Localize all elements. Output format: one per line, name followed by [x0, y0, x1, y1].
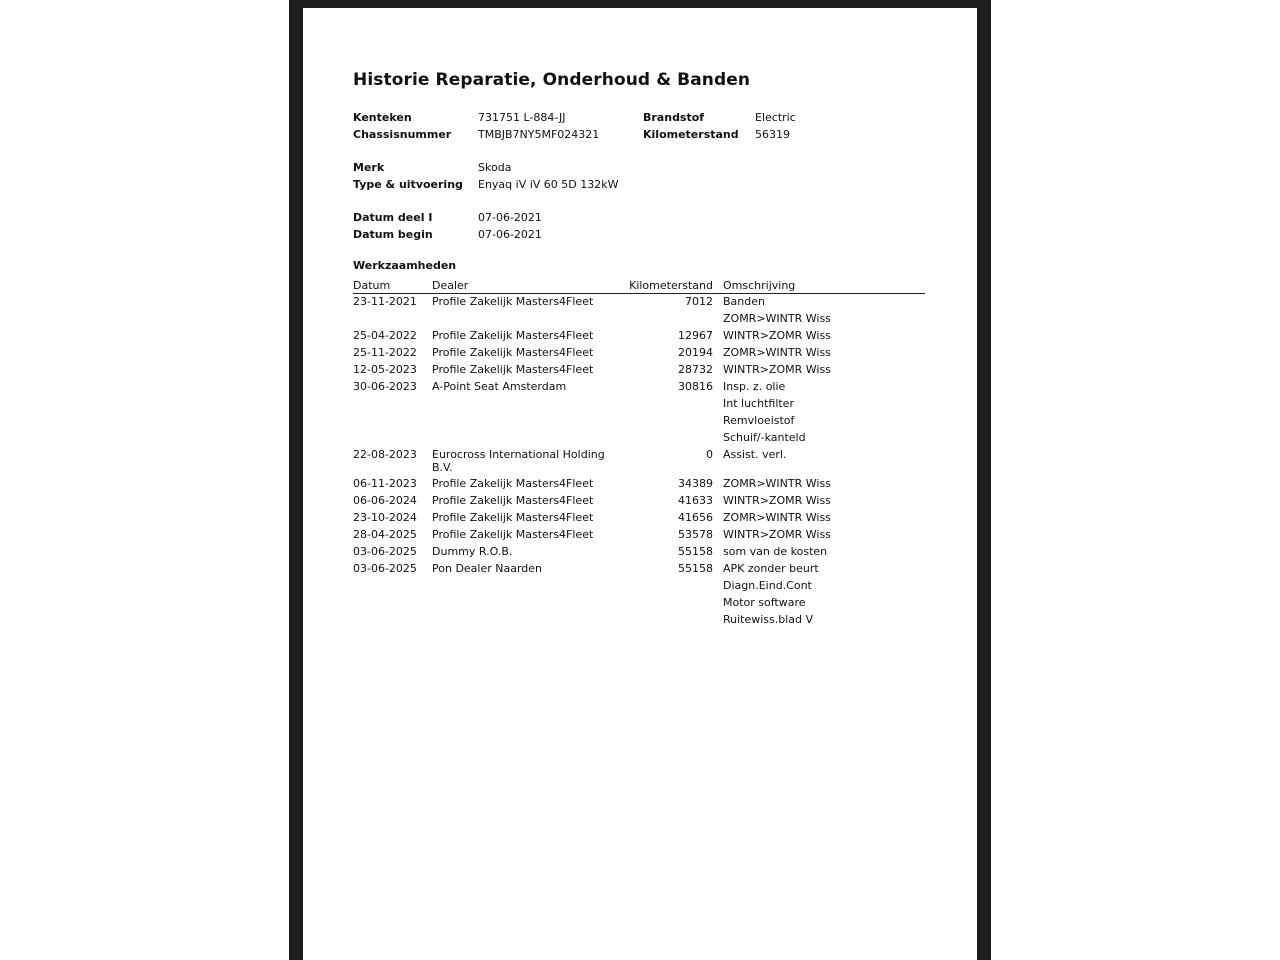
type-label: Type & uitvoering	[353, 178, 463, 191]
kilometerstand-label: Kilometerstand	[643, 128, 739, 141]
cell-kilometerstand: 55158	[678, 562, 713, 575]
cell-omschrijving: WINTR>ZOMR Wiss	[723, 363, 831, 376]
table-row	[353, 447, 925, 476]
brandstof-value: Electric	[755, 111, 796, 124]
table-row	[353, 493, 925, 510]
table-row	[353, 578, 925, 595]
cell-dealer: Pon Dealer Naarden	[432, 562, 543, 575]
cell-omschrijving: Int luchtfilter	[723, 397, 794, 410]
cell-date: 23-10-2024	[353, 511, 417, 524]
header-dealer: Dealer	[432, 279, 469, 292]
cell-omschrijving: ZOMR>WINTR Wiss	[723, 312, 831, 325]
table-header	[353, 278, 925, 294]
kenteken-value: 731751 L-884-JJ	[478, 111, 566, 124]
datum-deel-value: 07-06-2021	[478, 211, 542, 224]
work-table	[353, 278, 925, 629]
kilometerstand-value: 56319	[755, 128, 790, 141]
cell-dealer: Eurocross International Holding B.V.	[432, 448, 605, 474]
cell-omschrijving: Ruitewiss.blad V	[723, 613, 814, 626]
cell-kilometerstand: 30816	[678, 380, 713, 393]
cell-date: 30-06-2023	[353, 380, 417, 393]
cell-date: 06-11-2023	[353, 477, 417, 490]
table-row	[353, 396, 925, 413]
cell-kilometerstand: 34389	[678, 477, 713, 490]
cell-date: 25-11-2022	[353, 346, 417, 359]
brandstof-label: Brandstof	[643, 111, 705, 124]
cell-omschrijving: Assist. verl.	[723, 448, 787, 461]
cell-date: 12-05-2023	[353, 363, 417, 376]
cell-date: 25-04-2022	[353, 329, 417, 342]
cell-date: 28-04-2025	[353, 528, 417, 541]
cell-omschrijving: Remvloeistof	[723, 414, 795, 427]
chassis-value: TMBJB7NY5MF024321	[478, 128, 600, 141]
cell-dealer: Profile Zakelijk Masters4Fleet	[432, 363, 594, 376]
table-row	[353, 413, 925, 430]
cell-kilometerstand: 12967	[678, 329, 713, 342]
cell-dealer: Profile Zakelijk Masters4Fleet	[432, 477, 594, 490]
merk-value: Skoda	[478, 161, 512, 174]
cell-omschrijving: WINTR>ZOMR Wiss	[723, 494, 831, 507]
cell-dealer: Profile Zakelijk Masters4Fleet	[432, 346, 594, 359]
cell-kilometerstand: 28732	[678, 363, 713, 376]
chassis-label: Chassisnummer	[353, 128, 452, 141]
datum-deel-label: Datum deel I	[353, 211, 433, 224]
table-row	[353, 527, 925, 544]
table-body	[353, 294, 925, 629]
cell-dealer: Profile Zakelijk Masters4Fleet	[432, 528, 594, 541]
cell-kilometerstand: 0	[706, 448, 713, 461]
werkzaamheden-title: Werkzaamheden	[353, 259, 457, 272]
cell-omschrijving: som van de kosten	[723, 545, 828, 558]
header-kilometerstand: Kilometerstand	[629, 279, 713, 292]
cell-kilometerstand: 41656	[678, 511, 713, 524]
cell-kilometerstand: 55158	[678, 545, 713, 558]
type-value: Enyaq iV iV 60 5D 132kW	[478, 178, 619, 191]
cell-omschrijving: APK zonder beurt	[723, 562, 819, 575]
cell-date: 03-06-2025	[353, 545, 417, 558]
table-row	[353, 294, 925, 311]
cell-dealer: Profile Zakelijk Masters4Fleet	[432, 494, 594, 507]
cell-date: 23-11-2021	[353, 295, 417, 308]
cell-dealer: Profile Zakelijk Masters4Fleet	[432, 329, 594, 342]
table-row	[353, 362, 925, 379]
cell-omschrijving: ZOMR>WINTR Wiss	[723, 511, 831, 524]
page-title: Historie Reparatie, Onderhoud & Banden	[353, 70, 751, 90]
table-row	[353, 476, 925, 493]
table-row	[353, 561, 925, 578]
table-row	[353, 430, 925, 447]
cell-omschrijving: WINTR>ZOMR Wiss	[723, 528, 831, 541]
cell-date: 06-06-2024	[353, 494, 417, 507]
cell-date: 03-06-2025	[353, 562, 417, 575]
table-row	[353, 510, 925, 527]
cell-dealer: Profile Zakelijk Masters4Fleet	[432, 511, 594, 524]
cell-kilometerstand: 53578	[678, 528, 713, 541]
datum-begin-value: 07-06-2021	[478, 228, 542, 241]
cell-omschrijving: Diagn.Eind.Cont	[723, 579, 812, 592]
cell-omschrijving: Motor software	[723, 596, 806, 609]
table-row	[353, 379, 925, 396]
cell-dealer: Dummy R.O.B.	[432, 545, 513, 558]
kenteken-label: Kenteken	[353, 111, 412, 124]
cell-omschrijving: ZOMR>WINTR Wiss	[723, 477, 831, 490]
table-row	[353, 328, 925, 345]
cell-kilometerstand: 7012	[685, 295, 713, 308]
cell-omschrijving: Banden	[723, 295, 765, 308]
table-row	[353, 345, 925, 362]
cell-date: 22-08-2023	[353, 448, 417, 461]
datum-begin-label: Datum begin	[353, 228, 433, 241]
table-row	[353, 311, 925, 328]
cell-kilometerstand: 20194	[678, 346, 713, 359]
cell-omschrijving: Insp. z. olie	[723, 380, 786, 393]
cell-dealer: A-Point Seat Amsterdam	[432, 380, 567, 393]
cell-kilometerstand: 41633	[678, 494, 713, 507]
table-row	[353, 595, 925, 612]
table-row	[353, 612, 925, 629]
header-omschrijving: Omschrijving	[723, 279, 796, 292]
header-datum: Datum	[353, 279, 391, 292]
cell-omschrijving: ZOMR>WINTR Wiss	[723, 346, 831, 359]
cell-omschrijving: WINTR>ZOMR Wiss	[723, 329, 831, 342]
cell-dealer: Profile Zakelijk Masters4Fleet	[432, 295, 594, 308]
document-page	[303, 8, 977, 960]
merk-label: Merk	[353, 161, 385, 174]
cell-omschrijving: Schuif/-kanteld	[723, 431, 806, 444]
table-row	[353, 544, 925, 561]
